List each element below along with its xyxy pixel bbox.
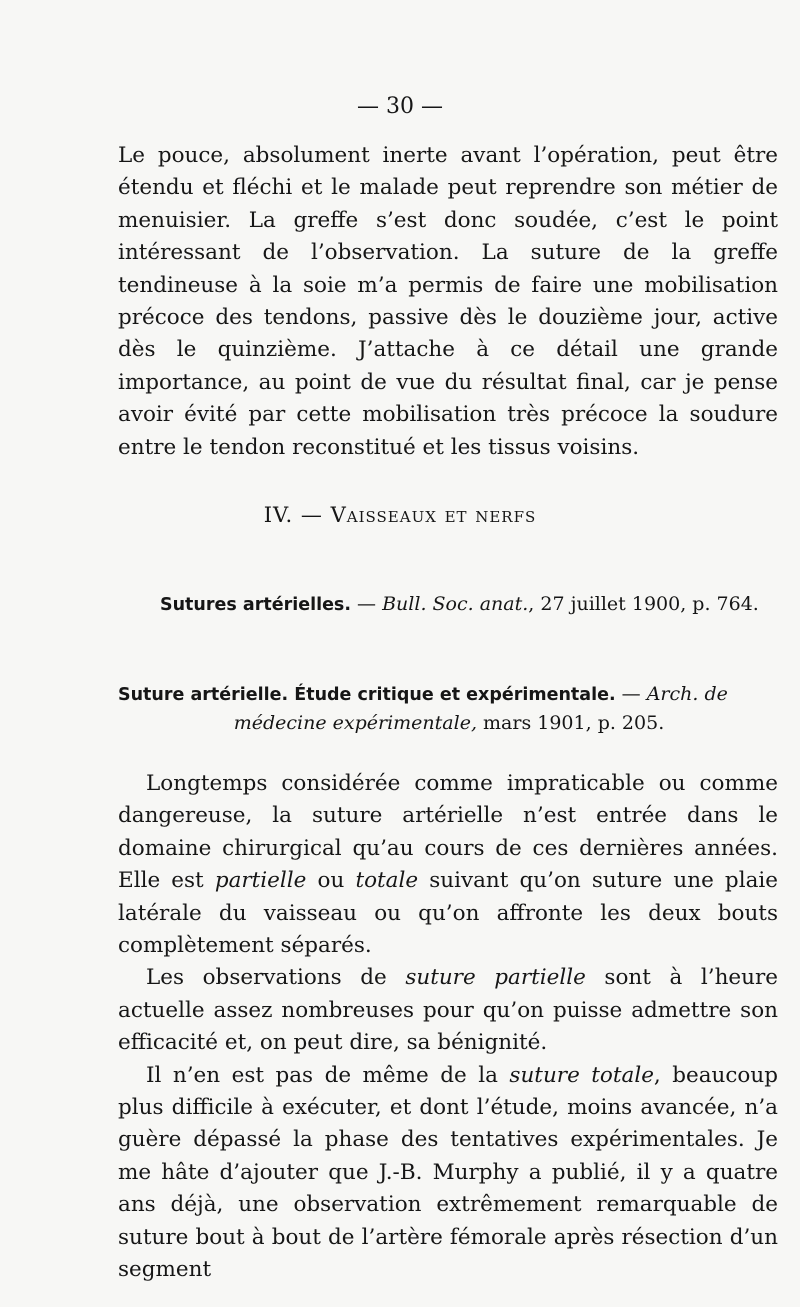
reference-suture-arterielle-etude bbox=[118, 680, 780, 737]
italic-term: suture partielle bbox=[405, 965, 586, 991]
text-run: ou bbox=[306, 868, 356, 894]
page-number: — 30 — bbox=[357, 94, 443, 119]
reference-details: mars 1901, p. 205. bbox=[477, 712, 665, 734]
section-heading bbox=[0, 503, 800, 527]
reference-journal-part-1: Arch. de bbox=[646, 683, 728, 705]
text-run: , beaucoup plus difficile à exécuter, et dont l’étude, moins avancée, n’a guère dépassé la phase des tentatives expérimentales. Je me hâte d’ajouter que J.-B. Murphy a publié, il y a quatre ans déjà, une observation extrêmement remarquable de suture bout à bout de l’artère fémorale après résection d’un segment bbox=[118, 1062, 778, 1283]
text-run: Il n’en est pas de même de la bbox=[146, 1062, 510, 1088]
text-run: sont à l’heure actuelle assez nombreuses pour qu’on puisse admettre son efficacité et, on peut dire, sa bénignité. bbox=[118, 965, 778, 1056]
paragraph-suture-overview bbox=[118, 768, 778, 962]
reference-journal: Bull. Soc. anat. bbox=[382, 593, 529, 615]
body-text-arterial-suture bbox=[118, 768, 778, 1287]
paragraph-total-suture bbox=[118, 1060, 778, 1287]
section-numeral: IV. — bbox=[263, 503, 323, 527]
text-run: Les observations de bbox=[146, 965, 406, 991]
italic-term: partielle bbox=[214, 868, 307, 894]
reference-title: Suture artérielle. Étude critique et expérimentale. bbox=[118, 685, 616, 705]
reference-title: Sutures artérielles. bbox=[160, 595, 351, 615]
reference-dash: — bbox=[351, 593, 383, 615]
text-run: suivant qu’on suture une plaie latérale du vaisseau ou qu’on affronte les deux bouts complètement séparés. bbox=[118, 868, 778, 959]
paragraph-partial-suture bbox=[118, 962, 778, 1059]
reference-journal-part-2: médecine expérimentale, bbox=[233, 712, 477, 734]
italic-term: suture totale bbox=[509, 1062, 654, 1088]
italic-term: totale bbox=[355, 868, 419, 894]
reference-details: , 27 juillet 1900, p. 764. bbox=[528, 593, 759, 615]
text-run: Longtemps considérée comme impraticable ou comme dangereuse, la suture artérielle n’est entrée dans le domaine chirurgical qu’au cours de ces dernières années. Elle est bbox=[118, 771, 778, 894]
paragraph-thumb-operation bbox=[118, 140, 778, 464]
paragraph-text: Le pouce, absolument inerte avant l’opération, peut être étendu et fléchi et le malade peut reprendre son métier de menuisier. La greffe s’est donc soudée, c’est le point intéressant de l’observation. La suture de la greffe tendineuse à la soie m’a permis de faire une mobilisation précoce des tendons, passive dès le douzième jour, active dès le quinzième. J’attache à ce détail une grande importance, au point de vue du résultat final, car je pense avoir évité par cette mobilisation très précoce la soudure entre le tendon reconstitué et les tissus voisins. bbox=[118, 143, 778, 460]
section-title: Vaisseaux et nerfs bbox=[330, 503, 537, 527]
reference-dash: — bbox=[615, 683, 647, 705]
reference-sutures-arterielles bbox=[160, 590, 780, 619]
